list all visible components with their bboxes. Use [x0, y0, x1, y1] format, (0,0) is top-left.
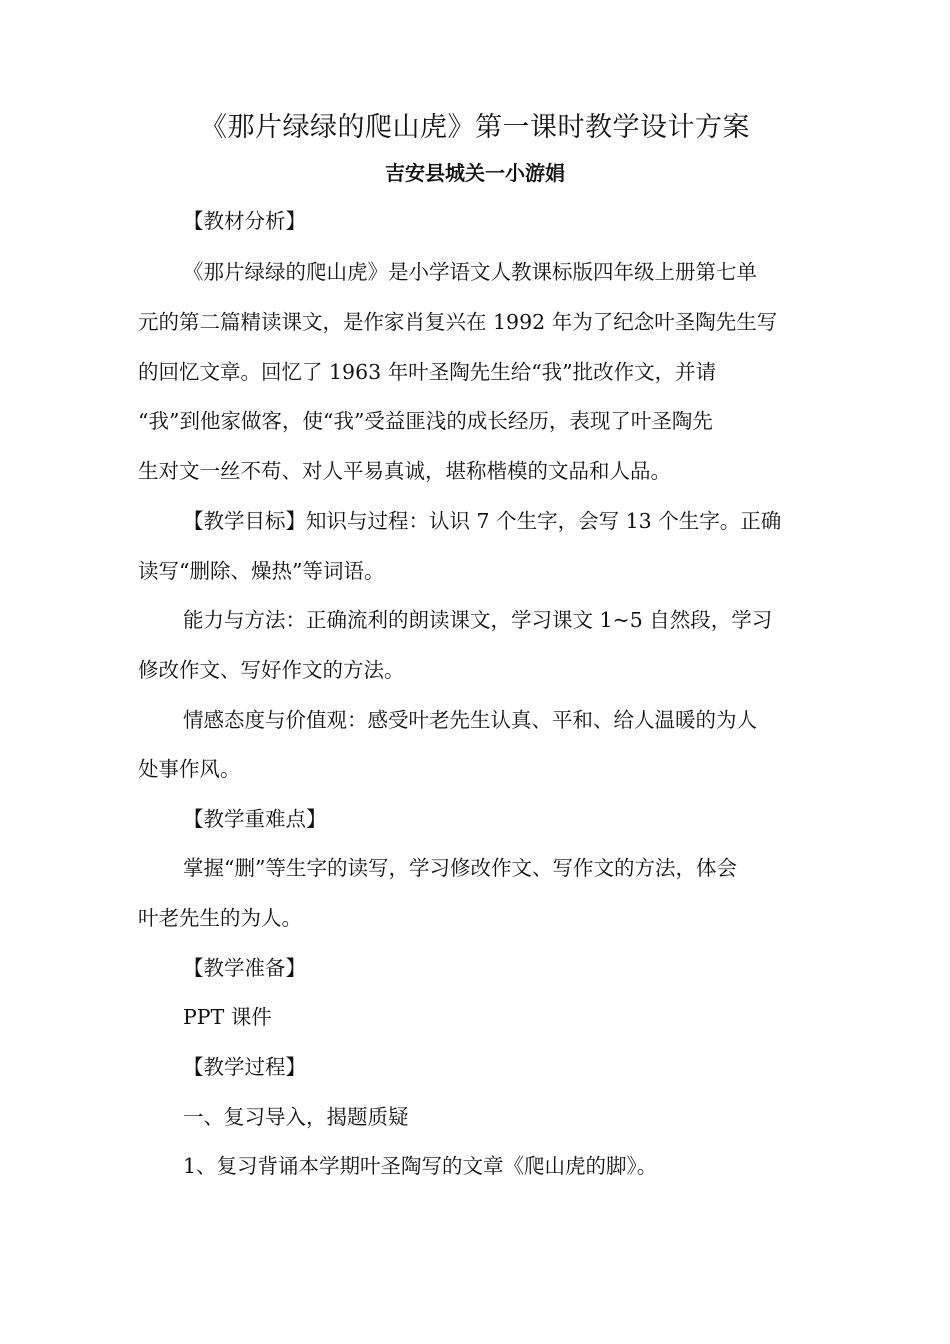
document-title: 《那片绿绿的爬山虎》第一课时教学设计方案 — [200, 112, 750, 143]
heading-textbook-analysis: 【教材分析】 — [183, 209, 306, 233]
paragraph-line: 读写“删除、燥热”等词语。 — [138, 559, 385, 583]
paragraph-line: 元的第二篇精读课文，是作家肖复兴在 1992 年为了纪念叶圣陶先生写 — [138, 310, 778, 334]
paragraph-line: 能力与方法：正确流利的朗读课文，学习课文 1~5 自然段，学习 — [183, 608, 773, 632]
paragraph-line: PPT 课件 — [183, 1005, 272, 1029]
paragraph-line: “我”到他家做客，使“我”受益匪浅的成长经历，表现了叶圣陶先 — [138, 409, 713, 433]
paragraph-line: 处事作风。 — [138, 757, 241, 781]
document-author: 吉安县城关一小游娟 — [385, 161, 565, 185]
paragraph-line: 掌握“删”等生字的读写，学习修改作文、写作文的方法，体会 — [183, 856, 737, 880]
paragraph-line: 的回忆文章。回忆了 1963 年叶圣陶先生给“我”批改作文，并请 — [138, 360, 717, 384]
paragraph-line: 生对文一丝不苟、对人平易真诚，堪称楷模的文品和人品。 — [138, 459, 671, 483]
heading-preparation: 【教学准备】 — [183, 956, 306, 980]
paragraph-line: 情感态度与价值观：感受叶老先生认真、平和、给人温暖的为人 — [183, 708, 757, 732]
section-heading: 一、复习导入，揭题质疑 — [183, 1105, 409, 1129]
paragraph-line: 叶老先生的为人。 — [138, 906, 302, 930]
heading-teaching-goals: 【教学目标】知识与过程：认识 7 个生字，会写 13 个生字。正确 — [183, 509, 782, 533]
heading-key-points: 【教学重难点】 — [183, 807, 327, 831]
paragraph-line: 《那片绿绿的爬山虎》是小学语文人教课标版四年级上册第七单 — [183, 260, 757, 284]
paragraph-line: 修改作文、写好作文的方法。 — [138, 658, 405, 682]
heading-teaching-process: 【教学过程】 — [183, 1055, 306, 1079]
paragraph-line: 1、复习背诵本学期叶圣陶写的文章《爬山虎的脚》。 — [183, 1154, 658, 1178]
